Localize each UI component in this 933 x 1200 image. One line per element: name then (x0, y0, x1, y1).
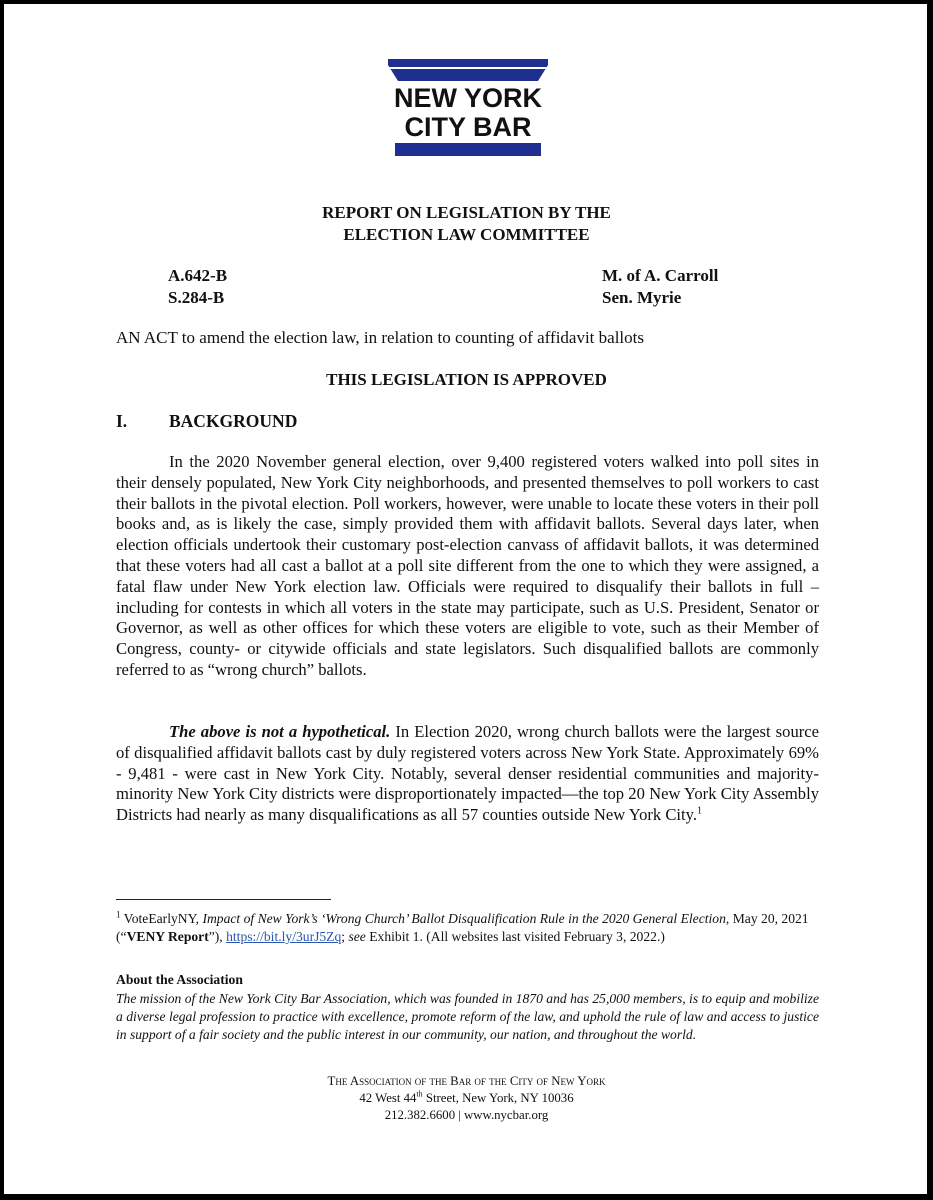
street-ordinal: th (416, 1089, 423, 1099)
paragraph-2-text: In Election 2020, wrong church ballots were the largest source of disqualified affidavit ballots cast by duly registered voters across New York State. Approximately 69% - 9,481 - were cast in New York City. Notably, several denser residential communities and majority-minority New York City districts were disproportionately impacted—the top 20 New York City Assembly Districts had nearly as many disqualifications as all 57 counties outside New York City. (116, 722, 819, 825)
report-title-line1: REPORT ON LEGISLATION BY THE (322, 203, 611, 222)
footnote-see: see (348, 929, 366, 944)
logo-pediment-icon (388, 59, 548, 81)
association-name: The Association of the Bar of the City of New York (327, 1074, 606, 1088)
logo-text-line1: NEW YORK (393, 83, 542, 113)
assembly-bill-number: A.642-B (168, 266, 228, 285)
footnote-reference[interactable]: 1 (697, 805, 702, 817)
section-number: I. (116, 411, 128, 431)
footnote-short-name: VENY Report (126, 929, 209, 944)
street-rest: Street, New York, NY 10036 (422, 1091, 574, 1105)
approval-status: THIS LEGISLATION IS APPROVED (326, 370, 607, 389)
footnote-close: ”), (208, 929, 227, 944)
street-number: 42 West 44 (359, 1091, 417, 1105)
senate-sponsor: Sen. Myrie (602, 288, 682, 307)
footnote-title: Impact of New York’s ‘Wrong Church’ Ballot Disqualification Rule in the 2020 General Election (202, 911, 726, 926)
footnote-separator: ; (341, 929, 349, 944)
about-text: The mission of the New York City Bar Association, which was founded in 1870 and has 25,000 members, is to equip and mobilize a diverse legal profession to practice with excellence, promote reform of the law, and uphold the rule of law and access to justice in support of a fair society and the public interest in our community, our nation, and throughout the world. (116, 991, 819, 1042)
association-contact: 212.382.6600 | www.nycbar.org (384, 1108, 549, 1122)
footnote-marker: 1 (116, 909, 121, 920)
footnote-author: VoteEarlyNY, (120, 911, 203, 926)
footnote-date: , May 20, 2021 (“ (116, 911, 809, 944)
background-paragraph-2 (116, 722, 819, 826)
scan-border-top (0, 0, 933, 4)
scan-border-bottom (0, 1194, 933, 1200)
footnote-tail: Exhibit 1. (All websites last visited February 3, 2022.) (365, 929, 665, 944)
logo-text-line2: CITY BAR (404, 112, 532, 142)
scan-border-left (0, 0, 4, 1200)
logo-base-bar (395, 143, 541, 156)
about-heading: About the Association (116, 972, 243, 987)
assembly-sponsor: M. of A. Carroll (602, 266, 719, 285)
footnote-divider (116, 899, 331, 900)
senate-bill-number: S.284-B (168, 288, 225, 307)
footnote-1 (116, 910, 826, 946)
association-address (0, 1090, 933, 1107)
act-description: AN ACT to amend the election law, in relation to counting of affidavit ballots (116, 328, 644, 347)
footnote-link[interactable]: https://bit.ly/3urJ5Zq (226, 929, 342, 944)
section-title: BACKGROUND (169, 411, 298, 431)
scan-border-right (927, 0, 933, 1200)
nyc-bar-logo (388, 59, 548, 157)
background-paragraph-1: In the 2020 November general election, over 9,400 registered voters walked into poll sites in their densely populated, New York City neighborhoods, and presented themselves to poll workers to cast their ballots in the pivotal election. Poll workers, however, were unable to locate these voters in their poll books and, as is likely the case, simply provided them with affidavit ballots. Several days later, when election officials undertook their customary post-election canvass of affidavit ballots, it was determined that these voters had all cast a ballot at a poll site different from the one to which they were assigned, a fatal flaw under New York election law. Officials were required to disqualify their ballots in full – including for contests in which all voters in the state may participate, such as U.S. President, Senator or Governor, as well as other offices for which these voters are eligible to vote, such as their Member of Congress, county- or citywide officials and state legislators. Such disqualified ballots are commonly referred to as “wrong church” ballots. (116, 452, 819, 679)
paragraph-2-lead: The above is not a hypothetical. (169, 722, 391, 741)
report-title-line2: ELECTION LAW COMMITTEE (343, 225, 590, 244)
